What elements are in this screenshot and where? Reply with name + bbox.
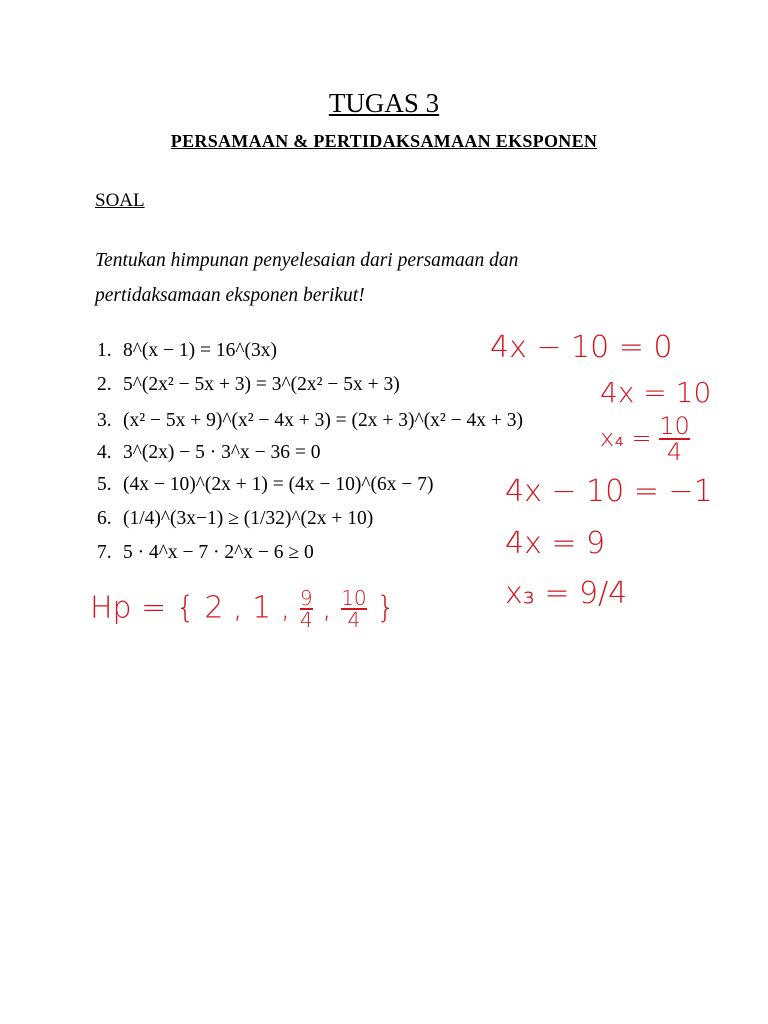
fraction-denominator: 4 xyxy=(299,608,313,632)
problem-5 xyxy=(97,474,434,496)
problem-number: 2. xyxy=(97,374,112,395)
problem-number: 7. xyxy=(97,542,112,563)
instruction-line-1: Tentukan himpunan penyelesaian dari persamaan dan xyxy=(95,250,519,271)
problem-number: 4. xyxy=(97,442,112,463)
instruction-line-2: pertidaksamaan eksponen berikut! xyxy=(95,285,365,306)
problem-equation: 3^(2x) − 5 · 3^x − 36 = 0 xyxy=(123,442,321,463)
problem-equation: (4x − 10)^(2x + 1) = (4x − 10)^(6x − 7) xyxy=(123,474,434,495)
fraction-numerator: 10 xyxy=(341,586,367,610)
problem-1 xyxy=(97,340,277,362)
fraction-numerator: 9 xyxy=(299,586,313,610)
problem-number: 6. xyxy=(97,508,112,529)
handwritten-fraction xyxy=(659,414,690,464)
fraction-denominator: 4 xyxy=(347,608,361,632)
problem-equation: 5 · 4^x − 7 · 2^x − 6 ≥ 0 xyxy=(123,542,314,563)
handwritten-step-2: 4x = 10 xyxy=(600,376,712,409)
problem-number: 1. xyxy=(97,340,112,361)
solution-suffix: } xyxy=(376,590,396,626)
problem-number: 3. xyxy=(97,410,112,431)
handwritten-step-3 xyxy=(600,414,690,464)
handwritten-step-4: 4x − 10 = −1 xyxy=(505,474,713,509)
problem-4 xyxy=(97,442,321,464)
problem-equation: (1/4)^(3x−1) ≥ (1/32)^(2x + 10) xyxy=(123,508,374,529)
problem-equation: 5^(2x² − 5x + 3) = 3^(2x² − 5x + 3) xyxy=(123,374,400,395)
document-title: TUGAS 3 xyxy=(328,88,440,118)
problem-equation: (x² − 5x + 9)^(x² − 4x + 3) = (2x + 3)^(x² − 4x + 3) xyxy=(123,410,524,431)
problem-number: 5. xyxy=(97,474,112,495)
problem-6 xyxy=(97,508,373,530)
fraction-denominator: 4 xyxy=(666,438,683,466)
handwritten-solution-set: Hp = { 2 , 1 , $\frac{9}{4}$ , $\frac{10}{4}$ } xyxy=(90,586,396,632)
problem-equation: 8^(x − 1) = 16^(3x) xyxy=(123,340,278,361)
solution-prefix: Hp = { 2 , 1 , xyxy=(90,590,291,626)
solution-fraction-2 xyxy=(341,588,366,630)
problem-3 xyxy=(97,410,523,432)
handwritten-x4-label: x₄ = xyxy=(600,424,652,452)
problem-2 xyxy=(97,374,400,396)
fraction-numerator: 10 xyxy=(659,412,690,440)
handwritten-step-5: 4x = 9 xyxy=(505,526,606,561)
solution-fraction-1 xyxy=(300,588,313,630)
document-subtitle: PERSAMAAN & PERTIDAKSAMAAN EKSPONEN xyxy=(170,131,598,151)
handwritten-step-6: x₃ = 9/4 xyxy=(505,576,628,611)
section-heading: SOAL xyxy=(95,190,145,211)
handwritten-step-1: 4x − 10 = 0 xyxy=(490,330,673,365)
problem-7 xyxy=(97,542,314,564)
